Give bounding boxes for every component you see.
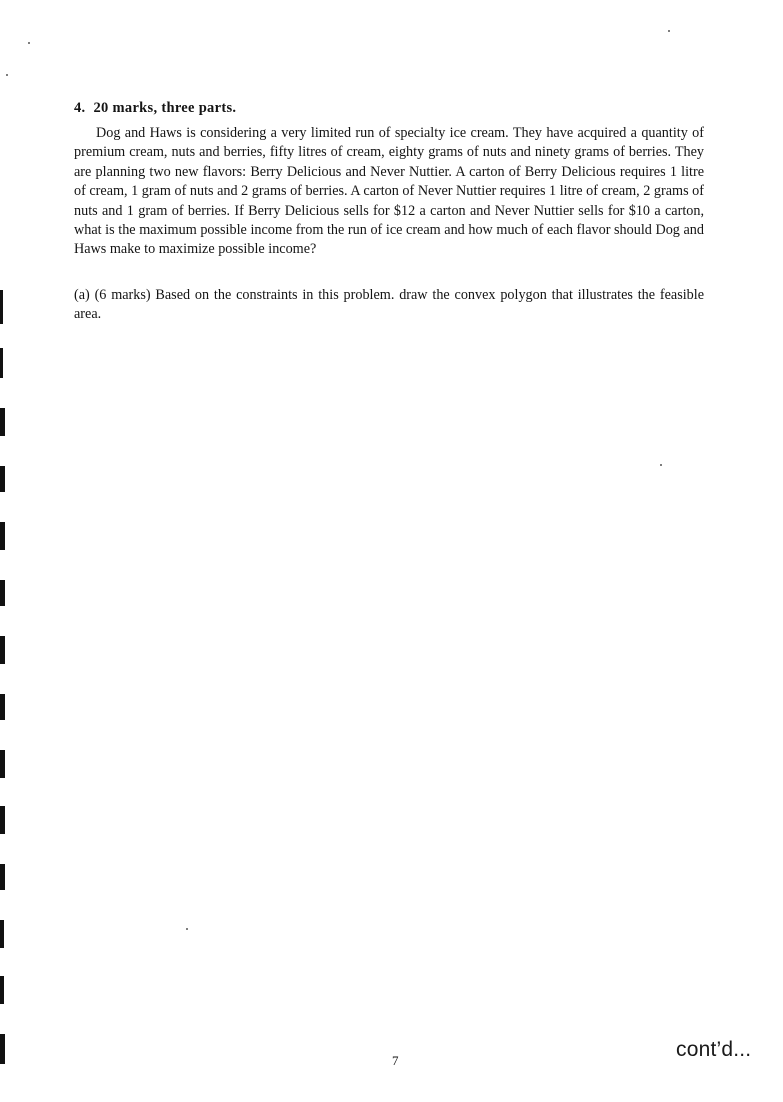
scan-speck (28, 42, 30, 44)
question-marks: 20 marks, three parts. (93, 100, 237, 116)
scan-mark (0, 806, 5, 834)
scan-speck (186, 928, 188, 930)
question-heading (74, 100, 236, 117)
scan-mark (0, 408, 5, 436)
question-paragraph: Dog and Haws is considering a very limited run of specialty ice cream. They have acquired a quantity of premium cream, nuts and berries, fifty litres of cream, eighty grams of nuts and ninety grams of berries. They are planning two new flavors: Berry Delicious and Never Nuttier. A carton of Berry Delicious requires 1 litre of cream, 1 gram of nuts and 2 grams of berries. A carton of Never Nuttier requires 1 litre of cream, 2 grams of nuts and 1 gram of berries. If Berry Delicious sells for $12 a carton and Never Nuttier sells for $10 a carton, what is the maximum possible income from the run of ice cream and how much of each flavor should Dog and Haws make to maximize possible income? (74, 125, 704, 258)
scan-mark (0, 348, 3, 378)
page-number: 7 (392, 1053, 399, 1068)
scan-mark (0, 864, 5, 890)
scan-mark (0, 1034, 5, 1064)
scan-mark (0, 290, 3, 324)
scan-mark (0, 750, 5, 778)
scan-speck (660, 464, 662, 466)
scan-mark (0, 522, 5, 550)
scan-mark (0, 920, 4, 948)
scan-mark (0, 976, 4, 1004)
scan-speck (6, 74, 8, 76)
continued-note: cont’d... (676, 1038, 752, 1061)
scan-mark (0, 636, 5, 664)
scan-mark (0, 466, 5, 492)
scan-mark (0, 580, 5, 606)
scan-mark (0, 694, 5, 720)
scan-speck (668, 30, 670, 32)
question-number: 4. (74, 100, 86, 116)
part-a-text: (a) (6 marks) Based on the constraints in this problem. draw the convex polygon that illustrates the feasible area. (74, 287, 704, 323)
